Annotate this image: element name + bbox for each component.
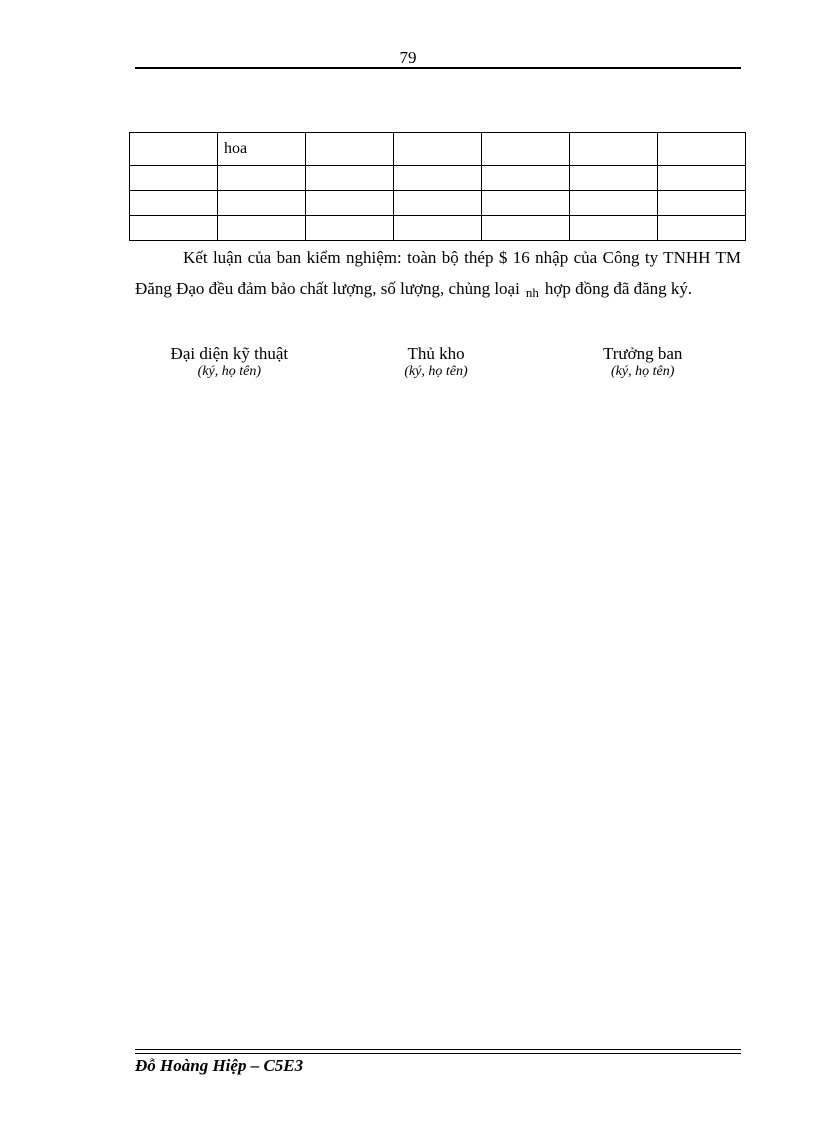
table-cell [218,191,306,216]
signature-note: (ký, họ tên) [611,364,675,379]
table-cell [306,166,394,191]
table-row [130,166,746,191]
conclusion-text-end: hợp đồng đã đăng ký. [544,279,693,298]
table-row [130,191,746,216]
signature-title: Thủ kho [407,344,465,363]
signature-note: (ký, họ tên) [197,364,262,379]
table-cell [306,133,394,166]
table-cell [482,133,570,166]
table-cell [658,166,746,191]
table-cell [570,216,658,241]
table-cell [218,216,306,241]
signature-head-of-board [539,344,746,380]
signature-title: Đại diện kỹ thuật [170,344,289,363]
table-cell: hoa [218,133,306,166]
table-cell [482,166,570,191]
table-cell [306,216,394,241]
table-cell [394,133,482,166]
table-cell [394,166,482,191]
table-row [130,216,746,241]
table-cell [130,133,218,166]
table-cell [130,216,218,241]
footer-rule [135,1049,741,1054]
signature-technical-rep [126,344,333,380]
table-cell [570,166,658,191]
table-cell [658,191,746,216]
signature-title: Trưởng ban [602,344,683,363]
table-cell [218,166,306,191]
table-cell [130,166,218,191]
signature-storekeeper [333,344,540,380]
conclusion-small-note: nh [525,285,539,300]
table-cell [394,191,482,216]
table-cell [482,216,570,241]
page-number: 79 [399,48,417,67]
table-cell [658,216,746,241]
table-cell [130,191,218,216]
conclusion-paragraph [135,242,741,305]
header-rule [135,67,741,69]
footer-author: Đỗ Hoàng Hiệp – C5E3 [135,1056,304,1075]
table-cell [394,216,482,241]
table-cell [306,191,394,216]
inspection-table [129,132,746,241]
table-cell [658,133,746,166]
table-cell [570,133,658,166]
table-cell [482,191,570,216]
conclusion-text: Kết luận của ban kiểm nghiệm: toàn bộ thép $ 16 nhập của Công ty TNHH TM Đăng Đạo đều đảm bảo chất lượng, số lượng, chủng loại [135,248,741,298]
signature-section [126,344,746,380]
signature-note: (ký, họ tên) [404,364,468,379]
table-row [130,133,746,166]
table-cell [570,191,658,216]
